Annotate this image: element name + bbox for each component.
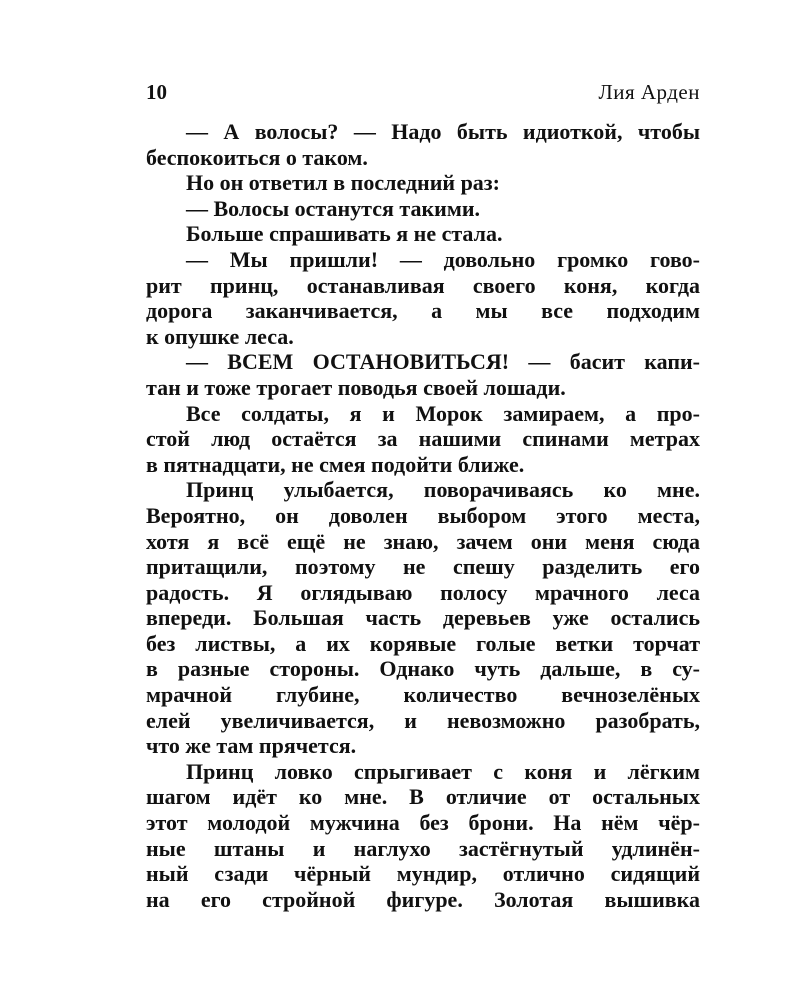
text-line: Но он ответил в последний раз:	[186, 170, 500, 196]
text-line: в разные стороны. Однако чуть дальше, в су-	[146, 656, 700, 682]
text-line: елей увеличивается, и невозможно разобрать,	[146, 707, 700, 733]
page-number: 10	[146, 80, 167, 104]
text-line: радость. Я оглядываю полосу мрачного леса	[146, 579, 700, 605]
text-line: без листвы, а их корявые голые ветки торчат	[146, 630, 700, 656]
text-line: ные штаны и наглухо застёгнутый удлинён-	[146, 835, 700, 861]
text-line: стой люд остаётся за нашими спинами метрах	[146, 426, 700, 452]
text-line: хотя я всё ещё не знаю, зачем они меня сюда	[146, 528, 700, 554]
text-line: Все солдаты, я и Морок замираем, а про-	[186, 400, 700, 426]
text-line: — Волосы останутся такими.	[186, 195, 481, 221]
text-line: ный сзади чёрный мундир, отлично сидящий	[146, 861, 700, 887]
text-line: дорога заканчивается, а мы все подходим	[146, 298, 700, 324]
text-line: шагом идёт ко мне. В отличие от остальных	[146, 784, 700, 810]
text-line: Больше спрашивать я не стала.	[186, 221, 503, 247]
text-line: притащили, поэтому не спешу разделить его	[146, 554, 700, 580]
text-line: к опушке леса.	[146, 323, 294, 349]
text-line: этот молодой мужчина без брони. На нём чёр-	[146, 810, 700, 836]
running-head-author: Лия Арден	[598, 80, 700, 104]
text-line: — А волосы? — Надо быть идиоткой, чтобы	[186, 119, 700, 144]
text-line: — ВСЕМ ОСТАНОВИТЬСЯ! — басит капи-	[186, 349, 700, 375]
text-line: рит принц, останавливая своего коня, когда	[146, 272, 700, 298]
text-line: Принц ловко спрыгивает с коня и лёгким	[186, 758, 700, 784]
text-line: что же там прячется.	[146, 733, 357, 759]
text-line: беспокоиться о таком.	[146, 144, 368, 170]
text-line: в пятнадцати, не смея подойти ближе.	[146, 451, 525, 477]
text-line: тан и тоже трогает поводья своей лошади.	[146, 374, 566, 400]
text-line: — Мы пришли! — довольно громко гово-	[186, 246, 700, 272]
text-line: Вероятно, он доволен выбором этого места,	[146, 502, 700, 528]
text-line: Принц улыбается, поворачиваясь ко мне.	[186, 477, 700, 503]
text-line: на его стройной фигуре. Золотая вышивка	[146, 886, 700, 912]
text-line: впереди. Большая часть деревьев уже остались	[146, 605, 700, 631]
text-line: мрачной глубине, количество вечнозелёных	[146, 682, 700, 708]
body-text	[146, 119, 700, 912]
running-head	[146, 80, 700, 110]
